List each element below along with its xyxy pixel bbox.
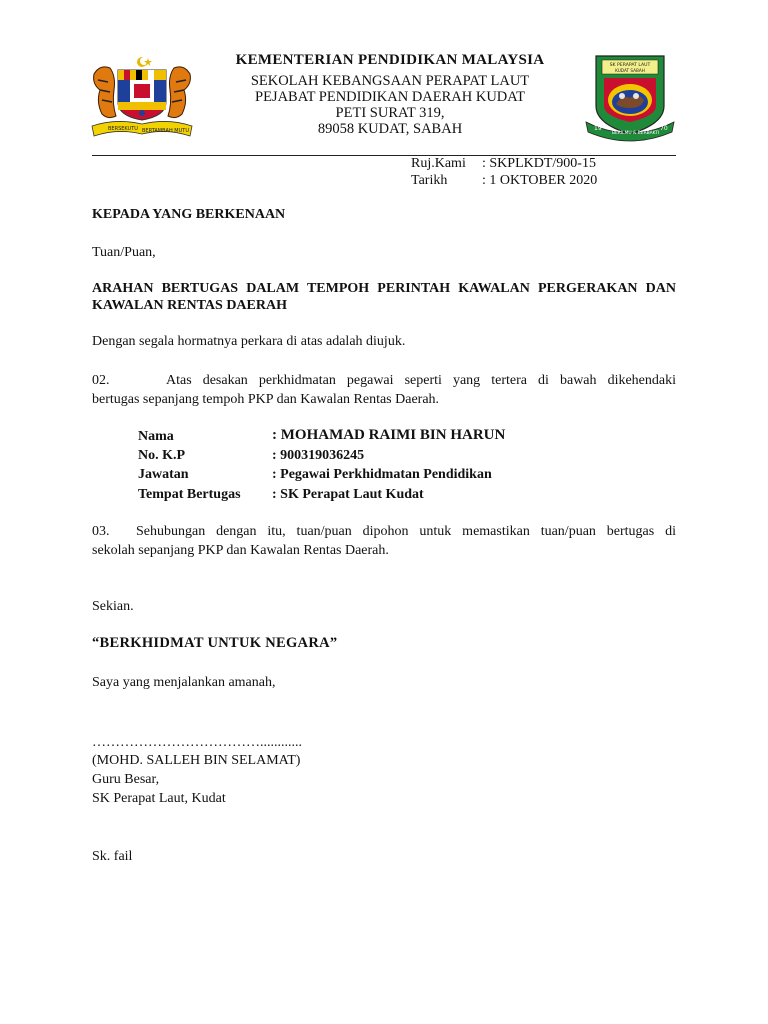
signatory-school: SK Perapat Laut, Kudat <box>92 791 226 806</box>
para-2-line-2: bertugas sepanjang tempoh PKP dan Kawalan Rentas Daerah. <box>92 392 440 407</box>
school-crest-logo <box>582 50 678 144</box>
crest-motto: BERILMU & BERBAKTI <box>612 131 660 136</box>
coat-of-arms-logo <box>86 54 198 140</box>
subject-line-2: KAWALAN RENTAS DAERAH <box>92 298 287 313</box>
date-label: Tarikh <box>411 173 448 188</box>
ref-label: Ruj.Kami <box>411 156 466 171</box>
detail-label-kp: No. K.P <box>138 448 186 463</box>
para-3-number: 03. <box>92 524 110 539</box>
salutation: Tuan/Puan, <box>92 245 156 260</box>
school-crest-icon <box>582 50 678 144</box>
signatory-title: Guru Besar, <box>92 772 160 787</box>
subject-line-1: ARAHAN BERTUGAS DALAM TEMPOH PERINTAH KAWALAN PERGERAKAN DAN <box>92 281 676 296</box>
para-3-line-1: Sehubungan dengan itu, tuan/puan dipohon untuk memastikan tuan/puan bertugas di <box>136 524 676 539</box>
detail-label-nama: Nama <box>138 429 174 444</box>
detail-value-jawatan: : Pegawai Perkhidmatan Pendidikan <box>272 467 492 482</box>
detail-value-kp: : 900319036245 <box>272 448 365 463</box>
postcode-city: 89058 KUDAT, SABAH <box>317 121 463 137</box>
detail-value-tempat: : SK Perapat Laut Kudat <box>272 487 424 502</box>
detail-label-jawatan: Jawatan <box>138 467 189 482</box>
para-2-line-1: Atas desakan perkhidmatan pegawai seperti yang tertera di bawah dikehendaki <box>166 373 676 388</box>
ref-value: : SKPLKDT/900-15 <box>482 156 596 171</box>
signature-line: ………………………………............ <box>92 735 302 750</box>
school-name: SEKOLAH KEBANGSAAN PERAPAT LAUT <box>250 73 530 89</box>
coat-of-arms-motto-1: BERSEKUTU <box>108 126 138 132</box>
detail-label-tempat: Tempat Bertugas <box>138 487 241 502</box>
para-3-line-2: sekolah sepanjang PKP dan Kawalan Rentas Daerah. <box>92 543 389 558</box>
detail-value-nama: : MOHAMAD RAIMI BIN HARUN <box>272 427 506 443</box>
coat-of-arms-motto-2: BERTAMBAH MUTU <box>142 128 189 134</box>
po-box: PETI SURAT 319, <box>335 105 445 121</box>
crest-year-left: 19 <box>594 125 602 132</box>
trust-line: Saya yang menjalankan amanah, <box>92 675 276 690</box>
para-2-number: 02. <box>92 373 110 388</box>
signatory-name: (MOHD. SALLEH BIN SELAMAT) <box>92 753 301 768</box>
crest-school-name: SK PERAPAT LAUT <box>609 63 651 68</box>
closing: Sekian. <box>92 599 134 614</box>
crest-year-right: 70 <box>660 125 668 132</box>
motto: “BERKHIDMAT UNTUK NEGARA” <box>92 635 338 651</box>
file-note: Sk. fail <box>92 849 133 864</box>
crest-location: KUDAT SABAH <box>615 68 645 73</box>
date-value: : 1 OKTOBER 2020 <box>482 173 598 188</box>
recipient: KEPADA YANG BERKENAAN <box>92 207 286 222</box>
district-office: PEJABAT PENDIDIKAN DAERAH KUDAT <box>255 89 525 105</box>
ministry-name: KEMENTERIAN PENDIDIKAN MALAYSIA <box>235 52 545 68</box>
malaysia-coat-of-arms-icon <box>86 54 198 140</box>
opening-line: Dengan segala hormatnya perkara di atas adalah diujuk. <box>92 334 406 349</box>
